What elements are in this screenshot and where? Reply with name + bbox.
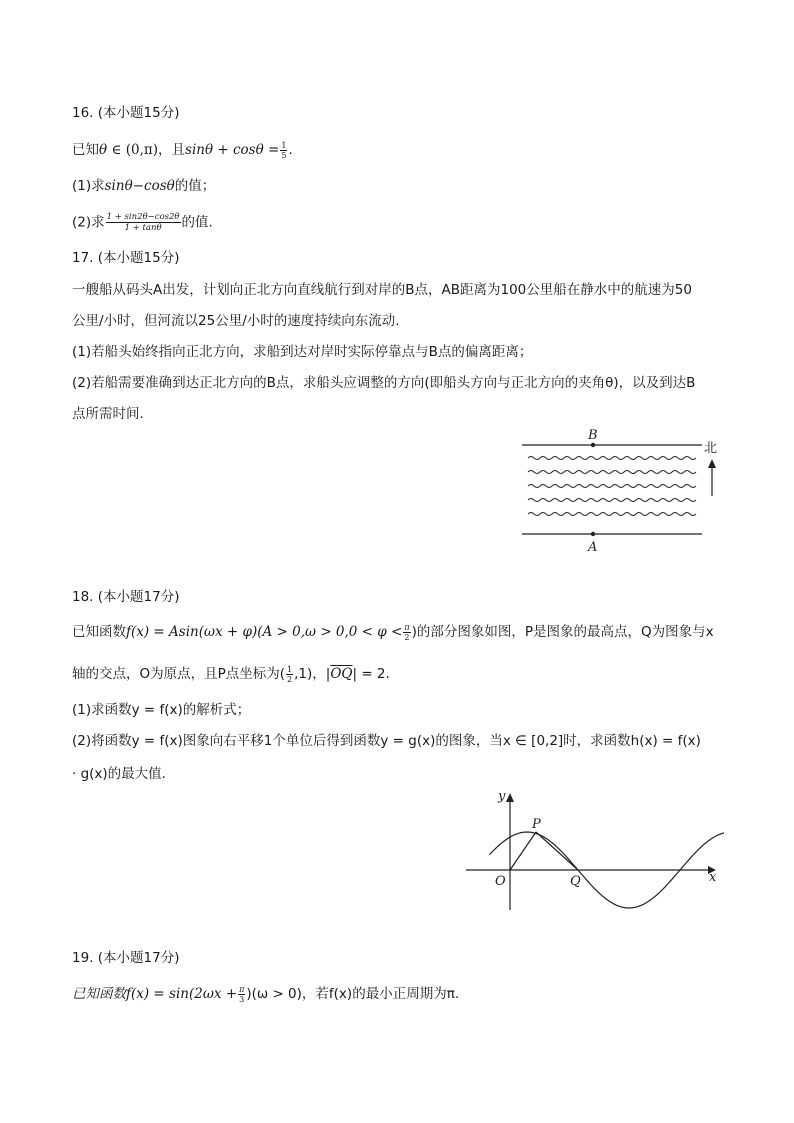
q19-header: 19. (本小题17分) [72,950,180,966]
water-wave [528,485,696,488]
q18-oq-vector: $\overline{OQ}$ [330,666,353,682]
q16-p2-num: 1 + sin2θ−cos2θ [106,212,180,222]
q17-line2: 公里/小时，但河流以25公里/小时的速度持续向东流动. [72,313,400,329]
segment-pq [536,832,578,870]
y-axis-arrow [506,793,514,802]
q19-three: 3 [239,994,245,1004]
q18-header: 18. (本小题17分) [72,589,180,605]
q16-p2-suffix: 的值. [181,214,213,231]
q19-line1 [72,984,459,1004]
q17-line1: 一艘船从码头A出发，计划向正北方向直线航行到对岸的B点，AB距离为100公里船在静水中的航速为50 [72,282,692,298]
q16-interval: (0,π) [125,142,159,158]
q18-l1-prefix: 已知函数 [72,624,126,640]
q19-pi: π [239,984,245,994]
q18-half [286,665,293,684]
north-arrow-head [708,459,716,468]
q16-sum-expr: sinθ + cosθ [185,142,264,158]
q19-l1-end: )(ω > 0)，若f(x)的最小正周期为π. [246,986,460,1002]
q18-line1 [72,622,714,642]
q16-fraction [280,141,287,160]
q16-given [72,140,293,160]
label-o: O [495,874,506,889]
q18-l2-prefix: 轴的交点，O为原点，且P点坐标为( [72,666,286,682]
q17-part2-line2: 点所需时间. [72,406,144,422]
q18-l1-end: P是图象的最高点，Q为图象与x [524,624,714,640]
q18-half-num: 1 [287,664,293,674]
water-wave [528,513,696,516]
point-a [591,532,595,536]
q16-frac-num: 1 [281,140,287,150]
q18-l2-middle: ,1)，| [294,666,331,682]
q16-p1-suffix: 的值； [174,178,216,194]
segment-op [510,832,536,870]
label-b: B [588,428,598,443]
q16-in: ∈ [111,142,122,158]
label-y: y [498,789,506,804]
q19-l1-formula: 已知函数f(x) = sin(2ωx + [72,986,238,1002]
q16-p2-prefix: (2)求 [72,214,105,231]
q18-part2-line1: (2)将函数y = f(x)图象向右平移1个单位后得到函数y = g(x)的图象，当x ∈ [0,2]时，求函数h(x) = f(x) [72,733,701,749]
q16-part1 [72,176,215,196]
q18-line2 [72,664,390,684]
q16-period: . [288,142,293,158]
q16-p2-den: 1 + tanθ [124,223,162,233]
water-wave [528,471,696,474]
label-p: P [532,817,541,832]
q16-p2-fraction [106,212,181,233]
label-north: 北 [704,441,718,456]
sine-graph-figure [462,786,724,916]
water-wave [528,499,696,502]
q18-pi-over-2 [403,623,410,642]
q16-theta: θ [99,142,108,158]
label-q: Q [570,874,581,889]
q18-l2-end: | = 2. [352,666,390,682]
q18-part1: (1)求函数y = f(x)的解析式； [72,702,251,718]
q16-equals: = [268,142,280,158]
q16-given-prefix: 已知 [72,142,99,158]
q17-part2-line1: (2)若船需要准确到达正北方向的B点，求船头应调整的方向(即船头方向与正北方向的夹角θ)，以及到达B [72,375,696,391]
q16-p1-expr: sinθ−cosθ [104,178,175,194]
q17-header: 17. (本小题15分) [72,250,180,266]
q18-two: 2 [404,632,410,642]
q17-part1: (1)若船头始终指向正北方向，求船到达对岸时实际停靠点与B点的偏离距离； [72,344,533,360]
q16-frac-den: 5 [281,150,287,160]
q16-p1-prefix: (1)求 [72,178,105,194]
q18-part2-line2: · g(x)的最大值. [72,766,166,782]
point-b [591,443,595,447]
q18-half-den: 2 [287,674,293,684]
q18-l1-formula: f(x) = Asin(ωx + φ)(A > 0,ω > 0,0 < φ < [126,624,403,640]
q16-part2 [72,212,213,233]
q16-comma-and: ，且 [158,142,186,158]
q18-l1-middle: )的部分图象如图， [411,624,525,640]
q16-header: 16. (本小题15分) [72,105,180,121]
river-figure [516,424,726,558]
label-a: A [588,540,598,555]
water-waves [528,457,696,516]
water-wave [528,457,696,460]
label-x: x [709,870,717,885]
q19-pi-over-3 [238,985,245,1004]
q18-pi: π [404,622,410,632]
